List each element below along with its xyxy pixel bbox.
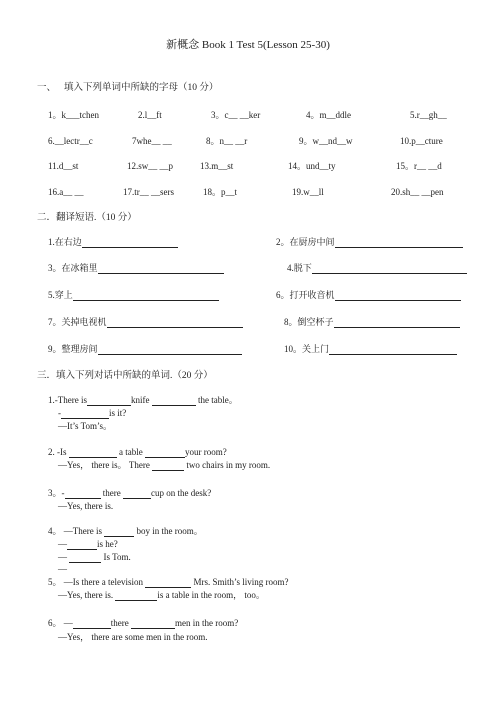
dialogue-line [48, 488, 211, 499]
dialogue-text: - [58, 408, 61, 418]
dialogue-text: boy in the room。 [136, 526, 203, 536]
phrase-item [276, 290, 461, 301]
dialogue-text: 2. -Is [48, 447, 67, 457]
dialogue-line: — [58, 564, 67, 574]
phrase-label: 8。倒空杯子 [284, 317, 334, 327]
dialogue-line: —Yes, there is. [58, 501, 114, 511]
phrase-item [48, 263, 224, 274]
phrase-item [48, 344, 242, 355]
dialogue-line [48, 395, 238, 406]
dialogue-text: cup on the desk? [151, 488, 212, 498]
phrase-item [48, 290, 219, 301]
list-item: 1。k___tchen [48, 110, 99, 120]
dialogue-line [58, 408, 126, 419]
answer-blank[interactable] [152, 396, 196, 406]
list-item: 2.l__ft [138, 110, 162, 120]
answer-blank[interactable] [329, 345, 457, 355]
phrase-label: 6。打开收音机 [276, 290, 335, 300]
answer-blank[interactable] [115, 591, 157, 601]
dialogue-line [48, 618, 238, 629]
dialogue-text: there [110, 618, 129, 628]
dialogue-text: Mrs. Smith’s living room? [193, 577, 289, 587]
answer-blank[interactable] [65, 489, 101, 499]
phrase-item [276, 237, 463, 248]
dialogue-text: 3。- [48, 488, 65, 498]
list-item: 16.a__ __ [48, 187, 84, 197]
dialogue-text: knife [130, 395, 150, 405]
list-item: 17.tr__ __sers [123, 187, 174, 197]
dialogue-text: is it? [109, 408, 127, 418]
answer-blank[interactable] [152, 461, 184, 471]
phrase-label: 5.穿上 [48, 290, 73, 300]
dialogue-text: Is Tom. [103, 552, 131, 562]
section1-heading: 填入下列单词中所缺的字母（10 分） [64, 83, 219, 93]
list-item: 6.__lectr__c [48, 136, 93, 146]
list-item: 18。p__t [203, 187, 238, 197]
list-item: 3。c__ __ker [211, 110, 261, 120]
dialogue-text: men in the room? [175, 618, 239, 628]
phrase-item [284, 344, 457, 355]
page-title: 新概念 Book 1 Test 5(Lesson 25-30) [166, 39, 330, 51]
dialogue-text: —Yes， there is。 There [58, 460, 150, 470]
answer-blank[interactable] [67, 540, 97, 550]
list-item: 7whe__ __ [132, 136, 172, 146]
dialogue-text: — [58, 539, 67, 549]
list-item: 14。und__ty [288, 161, 336, 171]
answer-blank[interactable] [87, 396, 131, 406]
list-item: 13.m__st [200, 161, 234, 171]
answer-blank[interactable] [104, 527, 134, 537]
dialogue-line: —It’s Tom’s。 [58, 421, 112, 431]
answer-blank[interactable] [82, 238, 178, 248]
list-item: 15。r__ __d [396, 161, 442, 171]
answer-blank[interactable] [334, 318, 460, 328]
list-item: 8。n__ __r [206, 136, 248, 146]
answer-blank[interactable] [73, 291, 219, 301]
phrase-label: 3。在冰箱里 [48, 263, 98, 273]
phrase-item [284, 317, 460, 328]
answer-blank[interactable] [69, 553, 101, 563]
answer-blank[interactable] [107, 318, 243, 328]
answer-blank[interactable] [145, 578, 191, 588]
list-item: 12.sw__ __p [127, 161, 174, 171]
list-item: 19.w__ll [292, 187, 324, 197]
dialogue-text: there [102, 488, 121, 498]
phrase-label: 4.脱下 [287, 263, 312, 273]
dialogue-text: 4。 —There is [48, 526, 102, 536]
dialogue-line [48, 577, 289, 588]
dialogue-line [58, 539, 118, 550]
list-item: 4。m__ddle [306, 110, 351, 120]
list-item: 20.sh__ __pen [391, 187, 444, 197]
phrase-item [287, 263, 467, 274]
dialogue-line [58, 590, 265, 601]
dialogue-text: is a table in the room， too。 [157, 590, 265, 600]
answer-blank[interactable] [145, 448, 185, 458]
list-item: 10.p__cture [400, 136, 443, 146]
dialogue-text: — [58, 552, 67, 562]
dialogue-line: —Yes， there are some men in the room. [58, 632, 208, 642]
answer-blank[interactable] [98, 264, 224, 274]
dialogue-text: the table。 [197, 395, 238, 405]
dialogue-text: is he? [97, 539, 118, 549]
section3-heading: 三．填入下列对话中所缺的单词.（20 分） [37, 371, 213, 381]
phrase-item [48, 317, 243, 328]
list-item: 9。w__nd__w [299, 136, 353, 146]
dialogue-text: 5。 —Is there a television [48, 577, 143, 587]
section2-heading: 二．翻译短语.（10 分） [37, 213, 137, 223]
dialogue-line [58, 460, 270, 471]
dialogue-text: —Yes, there is. [58, 590, 114, 600]
answer-blank[interactable] [61, 409, 109, 419]
dialogue-line [48, 526, 203, 537]
answer-blank[interactable] [335, 238, 463, 248]
dialogue-text: a table [119, 447, 143, 457]
phrase-label: 2。在厨房中间 [276, 237, 335, 247]
answer-blank[interactable] [335, 291, 461, 301]
dialogue-line [58, 552, 131, 563]
phrase-label: 10。关上门 [284, 344, 330, 354]
answer-blank[interactable] [312, 264, 467, 274]
answer-blank[interactable] [73, 619, 111, 629]
phrase-item [48, 237, 178, 248]
dialogue-text: 6。 — [48, 618, 73, 628]
list-item: 11.d__st [48, 161, 79, 171]
section1-heading-number: 一、 [37, 83, 57, 93]
dialogue-text: 1.-There is [48, 395, 87, 405]
phrase-label: 7。关掉电视机 [48, 317, 107, 327]
dialogue-text: your room? [185, 447, 227, 457]
answer-blank[interactable] [69, 448, 117, 458]
dialogue-text: two chairs in my room. [186, 460, 271, 470]
answer-blank[interactable] [98, 345, 242, 355]
phrase-label: 9。整理房间 [48, 344, 98, 354]
dialogue-line [48, 447, 227, 458]
list-item: 5.r__gh__ [410, 110, 447, 120]
answer-blank[interactable] [131, 619, 175, 629]
answer-blank[interactable] [123, 489, 151, 499]
phrase-label: 1.在右边 [48, 237, 82, 247]
